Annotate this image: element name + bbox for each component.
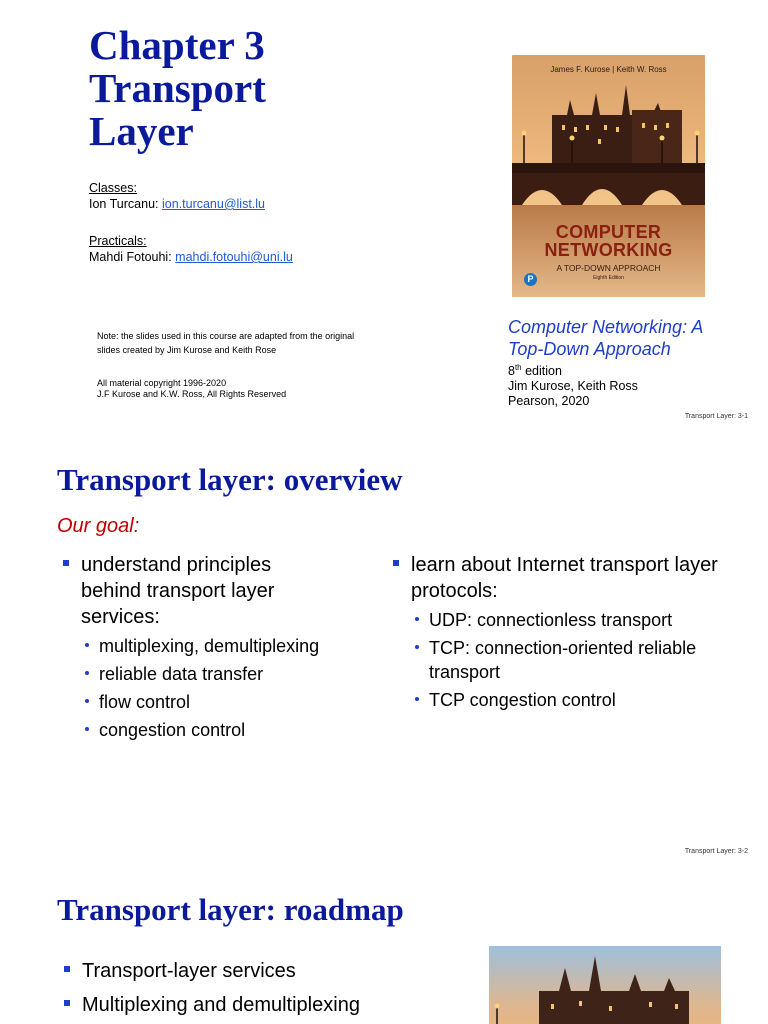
sub-bullet-item: flow control: [81, 690, 328, 714]
classes-label: Classes:: [89, 181, 137, 195]
left-column: [63, 552, 328, 742]
sub-bullet-item: UDP: connectionless transport: [411, 608, 738, 632]
dot-bullet-icon: [85, 699, 89, 703]
bullet-item: learn about Internet transport layer protocols:: [393, 552, 738, 604]
sub-bullet-item: TCP: connection-oriented reliable transport: [411, 636, 738, 684]
book-cover-illustration: [512, 55, 705, 297]
adaptation-note: Note: the slides used in this course are adapted from the original slides created by Jim Kurose and Keith Rose: [97, 331, 355, 355]
practicals-instructor: Mahdi Fotouhi:: [89, 250, 172, 264]
right-column: [393, 552, 738, 712]
dot-bullet-icon: [415, 645, 419, 649]
sub-bullet-item: TCP congestion control: [411, 688, 738, 712]
bridge-photo-illustration: [489, 946, 721, 1024]
cover-authors: James F. Kurose | Keith W. Ross: [550, 65, 667, 74]
square-bullet-icon: [393, 560, 399, 566]
chapter-title: Chapter 3 Transport Layer: [89, 22, 266, 154]
practicals-info: [89, 233, 293, 265]
slide-footer: Transport Layer: 3-1: [684, 413, 748, 420]
dot-bullet-icon: [85, 643, 89, 647]
goal-label: Our goal:: [57, 515, 140, 537]
slide-title: Transport layer: roadmap: [57, 892, 404, 927]
bridge-photo: [489, 946, 721, 1024]
cover-title: COMPUTER NETWORKING: [544, 222, 673, 260]
copyright-note: All material copyright 1996-2020 J.F Kurose and K.W. Ross, All Rights Reserved: [97, 378, 287, 399]
dot-bullet-icon: [415, 697, 419, 701]
slide-chapter-title: [0, 0, 768, 432]
square-bullet-icon: [64, 966, 70, 972]
slide-roadmap: [0, 864, 768, 1024]
pearson-logo-icon: P: [524, 273, 537, 286]
roadmap-item: Transport-layer services: [64, 958, 360, 984]
dot-bullet-icon: [85, 671, 89, 675]
book-cover-image: [512, 55, 705, 297]
classes-email-link[interactable]: ion.turcanu@list.lu: [161, 197, 265, 211]
classes-info: [89, 180, 265, 212]
practicals-email-link[interactable]: mahdi.fotouhi@uni.lu: [175, 250, 293, 264]
slide-overview: [0, 432, 768, 864]
book-meta: [508, 360, 638, 409]
sub-bullet-item: multiplexing, demultiplexing: [81, 634, 328, 658]
square-bullet-icon: [63, 560, 69, 566]
sub-bullet-item: reliable data transfer: [81, 662, 328, 686]
book-edition: 8th edition: [508, 363, 562, 379]
bullet-item: understand principles behind transport layer services:: [63, 552, 328, 630]
book-title: Computer Networking: A Top-Down Approach: [508, 317, 704, 359]
practicals-label: Practicals:: [89, 234, 147, 248]
cover-subtitle: A TOP-DOWN APPROACH: [556, 263, 661, 273]
dot-bullet-icon: [415, 617, 419, 621]
slide-footer: Transport Layer: 3-2: [684, 848, 748, 855]
book-publisher: Pearson, 2020: [508, 394, 590, 409]
slide-title: Transport layer: overview: [57, 462, 403, 497]
book-authors: Jim Kurose, Keith Ross: [508, 379, 638, 394]
cover-edition: Eighth Edition: [593, 275, 624, 281]
dot-bullet-icon: [85, 727, 89, 731]
classes-instructor: Ion Turcanu:: [89, 197, 159, 211]
roadmap-list: [64, 958, 360, 1024]
roadmap-item: Multiplexing and demultiplexing: [64, 992, 360, 1018]
square-bullet-icon: [64, 1000, 70, 1006]
sub-bullet-item: congestion control: [81, 718, 328, 742]
